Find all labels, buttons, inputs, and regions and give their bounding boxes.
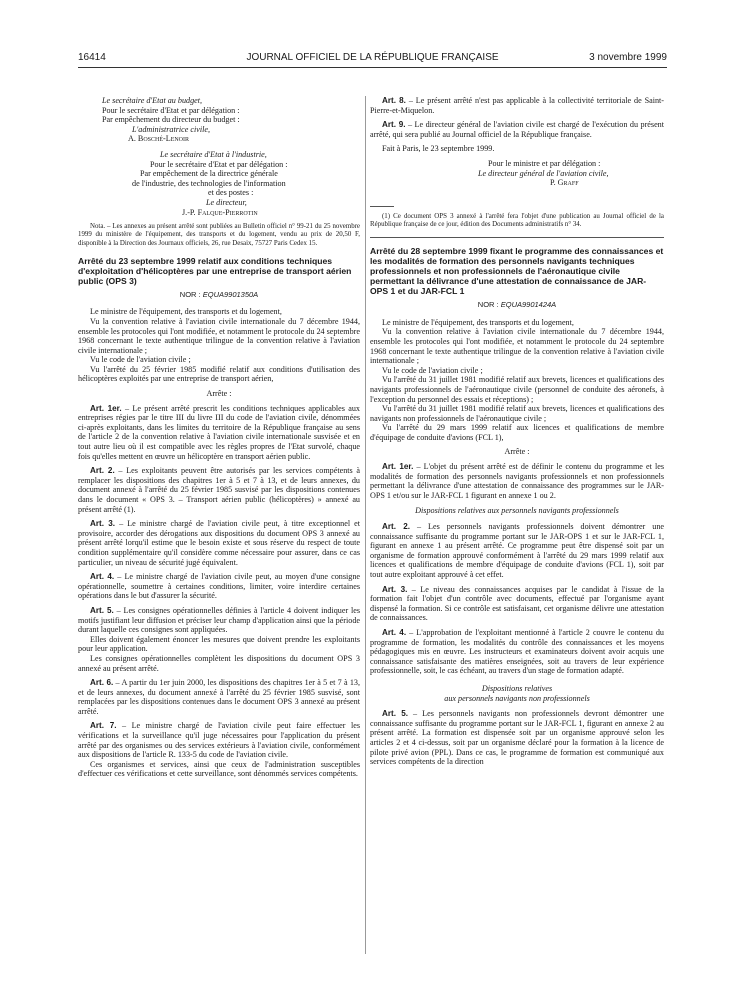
nor-jar: [370, 300, 664, 310]
sig-line: de l'industrie, des technologies de l'information: [132, 178, 286, 188]
article: [370, 120, 664, 139]
article: [78, 572, 360, 601]
article-text: – L'objet du présent arrêté est de définir le contenu du programme et les modalités de formation des personnels navigants professionnels et non professionnels permettant la délivrance d'une attestation de connaissance des programmes sur le JAR-OPS 1 et/ou sur le JAR-FCL 1 figurant en annexe 1 ou 2.: [370, 462, 664, 500]
arrete-title-jar: Arrêté du 28 septembre 1999 fixant le programme des connaissances et les modalités de formation des personnels navigants techniques professionnels et non professionnels de l'aéronautique civile permettant la délivrance d'une attestation de connaissance de JAR-OPS 1 et du JAR-FCL 1: [370, 246, 664, 297]
signature-budget: [78, 96, 360, 144]
article-label: Art. 6.: [90, 678, 114, 688]
sig-line: Le directeur,: [206, 197, 247, 207]
article: [78, 404, 360, 462]
sig-line: Le secrétaire d'Etat au budget,: [102, 96, 203, 105]
sig-line: Par empêchement de la directrice générale: [140, 169, 278, 179]
paragraph: Le ministre de l'équipement, des transports et du logement,: [382, 317, 574, 327]
page-number: 16414: [78, 52, 106, 63]
nor-code: EQUA9901424A: [500, 300, 557, 310]
sig-line: Le secrétaire d'Etat à l'industrie,: [160, 149, 267, 159]
article: [78, 721, 360, 759]
article: [370, 585, 664, 623]
nor-label: NOR :: [477, 300, 499, 310]
right-column: [370, 96, 664, 767]
article: [78, 519, 360, 567]
section-heading: Dispositions relatives aux personnels navigants professionnels: [415, 506, 619, 516]
journal-title: JOURNAL OFFICIEL DE LA RÉPUBLIQUE FRANÇAISE: [246, 52, 499, 63]
article-label: Art. 3.: [90, 519, 116, 529]
paragraph: Vu la convention relative à l'aviation civile internationale du 7 décembre 1944, ensemble les protocoles qui l'ont modifiée, et notamment le protocole du 24 septembre 1968 concernant le texte authentique trilingue de la convention relative à l'aviation civile internationale ;: [78, 316, 360, 355]
article-text: – Le ministre chargé de l'aviation civile peut, à titre exceptionnel et provisoire, accorder des dérogations aux dispositions du document OPS 3 annexé au présent arrêté lorqu'il estime que le besoin existe et sous réserve du respect de toute condition supplémentaire qu'il considère comme nécessaire pour assurer, dans ce cas particulier, un niveau de sécurité jugé équivalent.: [78, 519, 360, 567]
article-label: Art. 9.: [382, 120, 406, 130]
signature-industrie: [78, 150, 360, 217]
article-label: Art. 7.: [90, 721, 117, 731]
article: [78, 678, 360, 716]
paragraph: Les consignes opérationnelles complètent les dispositions du document OPS 3 annexé au présent arrêté.: [78, 653, 360, 673]
sig-line: Pour le ministre et par délégation :: [488, 158, 601, 168]
sig-line: Pour le secrétaire d'Etat et par délégation :: [150, 159, 288, 169]
article-label: Art. 4.: [90, 572, 115, 582]
article-label: Art. 3.: [382, 584, 408, 594]
signature-dgac: [370, 159, 664, 188]
article-text: – L'approbation de l'exploitant mentionné à l'article 2 couvre le contenu du programme de formation, les modalités du contrôle des connaissances et les moyens pédagogiques mis en œuvre. Les instructeurs et examinateurs doivent avoir acquis une connaissance satisfaisante des matières enseignées, soit au travers de leur expérience professionnelle, soit, le cas échéant, au travers d'un stage de formation adapté.: [370, 627, 664, 676]
article-text: – Le ministre chargé de l'aviation civile peut faire effectuer les vérifications et la surveillance qu'il juge nécessaires pour l'application du présent arrêté par des organismes ou des services extérieurs à l'aviation civile, conformément aux dispositions de l'article R. 133-5 du code de l'aviation civile.: [78, 721, 360, 760]
arrete-label: Arrête :: [206, 389, 232, 399]
article: [370, 709, 664, 767]
article: [370, 522, 664, 580]
article-text: – Les personnels navigants non professionnels devront démontrer une connaissance suffisante du programme portant sur le JAR-FCL 1, figurant en annexe 2 au présent arrêté. La formation est dispensée soit par un organisme approuvé selon les articles 2 et 4 ci-dessus, soit par un organisme déclaré pour la formation à la licence de pilote privé avion (PPL). Dans ce cas, le programme de formation est communiqué aux services compétents de la direction: [370, 709, 665, 767]
article: [78, 606, 360, 635]
section-heading: [370, 684, 664, 703]
article: [370, 628, 664, 676]
article-label: Art. 2.: [382, 522, 410, 532]
footnote-rule: [370, 206, 394, 207]
sig-name: A. Bosché-Lenoir: [128, 134, 190, 144]
article-label: Art. 1er.: [382, 462, 414, 472]
paragraph: Le ministre de l'équipement, des transports et du logement,: [90, 307, 282, 317]
paragraph: Vu l'arrêté du 31 juillet 1981 modifié relatif aux brevets, licences et qualifications des navigants non professionnels de l'aéronautique civile ;: [370, 404, 664, 423]
sig-line: L'administratrice civile,: [132, 124, 211, 134]
section-line: Dispositions relatives: [481, 683, 553, 693]
article: [370, 462, 664, 500]
article-text: – Le ministre chargé de l'aviation civile peut, au moyen d'une consigne opérationnelle, soumettre à certaines conditions, limiter, voire interdire certaines opérations dans le but d'assurer la sécurité.: [78, 572, 360, 601]
article-text: – Le niveau des connaissances acquises par le candidat à l'issue de la formation fait l'objet d'un contrôle avec documents, effectué par l'organisme ayant dispensé la formation. Si ce contrôle est satisfaisant, cet organisme délivre une attestation de connaissances.: [370, 584, 664, 623]
header-rule: [78, 67, 667, 68]
page-header: [78, 52, 667, 66]
column-divider: [365, 96, 366, 954]
sig-name: P. Graff: [550, 178, 579, 188]
sig-line: Le directeur général de l'aviation civile,: [478, 168, 609, 178]
article-text: – Le présent arrêté n'est pas applicable à la collectivité territoriale de Saint-Pierre-et-Miquelon.: [370, 96, 664, 115]
nor-ops3: [78, 290, 360, 300]
article-label: Art. 2.: [90, 466, 115, 476]
issue-date: 3 novembre 1999: [589, 52, 667, 63]
article-text: – Le présent arrêté prescrit les conditions techniques applicables aux entreprises régies par le titre III du livre III du code de l'aviation civile, dénommées ci-après exploitants, dans les limites du territoire de la République française au sens de l'article 2 de la convention relative à l'aviation civile internationale susvisée et en tout autre lieu où il est compatible avec les règles propres de l'Etat survolé, chaque fois qu'elles mettent en œuvre un hélicoptère en transport aérien public.: [78, 403, 360, 461]
sig-line: Par empêchement du directeur du budget :: [102, 115, 240, 125]
article-text: – A partir du 1er juin 2000, les dispositions des chapitres 1er à 5 et 7 à 13, et de leurs annexes, du document annexé à l'arrêté du 25 février 1985 susvisé, sont remplacées par les dispositions contenues dans le document OPS 3 annexé au présent arrêté.: [78, 678, 360, 716]
fait-line: Fait à Paris, le 23 septembre 1999.: [382, 144, 495, 154]
section-line: aux personnels navigants non professionnels: [444, 693, 590, 703]
paragraph: Vu l'arrêté du 25 février 1985 modifié relatif aux conditions d'utilisation des hélicoptères exploités par une entreprise de transport aérien,: [78, 364, 360, 384]
paragraph: Ces organismes et services, ainsi que ceux de l'administration susceptibles d'effectuer ces vérifications et cette surveillance, sont dénommés services compétents.: [78, 759, 360, 779]
article-label: Art. 5.: [382, 709, 409, 719]
nor-code: EQUA9901350A: [202, 289, 259, 299]
article-text: – Les consignes opérationnelles définies à l'article 4 doivent indiquer les motifs justifiant leur diffusion et préciser leur champ d'application ainsi que la période durant laquelle ces consignes sont appliquées.: [78, 605, 361, 635]
article-text: – Les personnels navigants professionnels doivent démontrer une connaissance suffisante du programme portant sur le JAR-OPS 1 et sur le JAR-FCL 1, figurant en annexe 1 au présent arrêté. Ce programme peut être dispensé soit par un organisme de formation approuvé conformément à l'arrêté du 29 mars 1999 relatif aux licences et qualifications de membre d'équipage de conduite d'avions (FCL 1), soit par tout autre exploitant approuvé à cet effet.: [370, 522, 664, 579]
arrete-label: Arrête :: [504, 447, 530, 457]
arrete-divider: [370, 237, 664, 238]
article: [370, 96, 664, 115]
paragraph: Vu la convention relative à l'aviation civile internationale du 7 décembre 1944, ensemble les protocoles qui l'ont modifiée, et notamment le protocole du 24 septembre 1968 concernant le texte authentique trilingue de la convention relative à l'aviation civile internationale ;: [370, 327, 664, 366]
paragraph: Vu l'arrêté du 31 juillet 1981 modifié relatif aux brevets, licences et qualifications des navigants professionnels de l'aéronautique civile (personnel de conduite des aéronefs, à l'exception du personnel des essais et réceptions) ;: [370, 375, 664, 404]
article-text: – Les exploitants peuvent être autorisés par les services compétents à remplacer les dispositions des chapitres 1er à 5 et 7 à 13, et de leurs annexes, du document annexé à l'arrêté du 25 février 1985 susvisé par les dispositions contenues dans le document « OPS 3. – Transport aérien public (hélicoptères) » annexé au présent arrêté (1).: [78, 466, 360, 514]
nota: Nota. – Les annexes au présent arrêté sont publiées au Bulletin officiel n° 99-21 du 25 novembre 1999 du ministère de l'équipement, des transports et du logement, vendu au prix de 20,50 F, disponible à la Direction des Journaux officiels, 26, rue Desaix, 75727 Paris Cedex 15.: [78, 223, 360, 247]
article: [78, 466, 360, 514]
sig-line: et des postes :: [208, 188, 254, 198]
paragraph: Vu le code de l'aviation civile ;: [90, 355, 191, 365]
article-label: Art. 1er.: [90, 403, 122, 413]
sig-line: Pour le secrétaire d'Etat et par délégation :: [102, 105, 240, 115]
paragraph: Vu l'arrêté du 29 mars 1999 relatif aux licences et qualifications de membre d'équipage de conduite d'avions (FCL 1),: [370, 423, 664, 442]
article-label: Art. 8.: [382, 96, 406, 105]
footnote: (1) Ce document OPS 3 annexé à l'arrêté fera l'objet d'une publication au Journal officiel de la République française de ce jour, édition des Documents administratifs n° 34.: [370, 212, 664, 228]
article-label: Art. 5.: [90, 605, 114, 615]
article-text: – Le directeur général de l'aviation civile est chargé de l'exécution du présent arrêté, qui sera publié au Journal officiel de la République française.: [370, 120, 665, 139]
paragraph: Elles doivent également énoncer les mesures que doivent prendre les exploitants pour leur application.: [78, 634, 360, 654]
left-column: [78, 96, 360, 779]
nor-label: NOR :: [179, 289, 201, 299]
paragraph: Vu le code de l'aviation civile ;: [382, 365, 483, 375]
arrete-title-ops3: Arrêté du 23 septembre 1999 relatif aux conditions techniques d'exploitation d'hélicoptères par une entreprise de transport aérien public (OPS 3): [78, 255, 352, 286]
article-label: Art. 4.: [382, 627, 407, 637]
sig-name: J.-P. Falque-Pierrotin: [182, 207, 258, 217]
